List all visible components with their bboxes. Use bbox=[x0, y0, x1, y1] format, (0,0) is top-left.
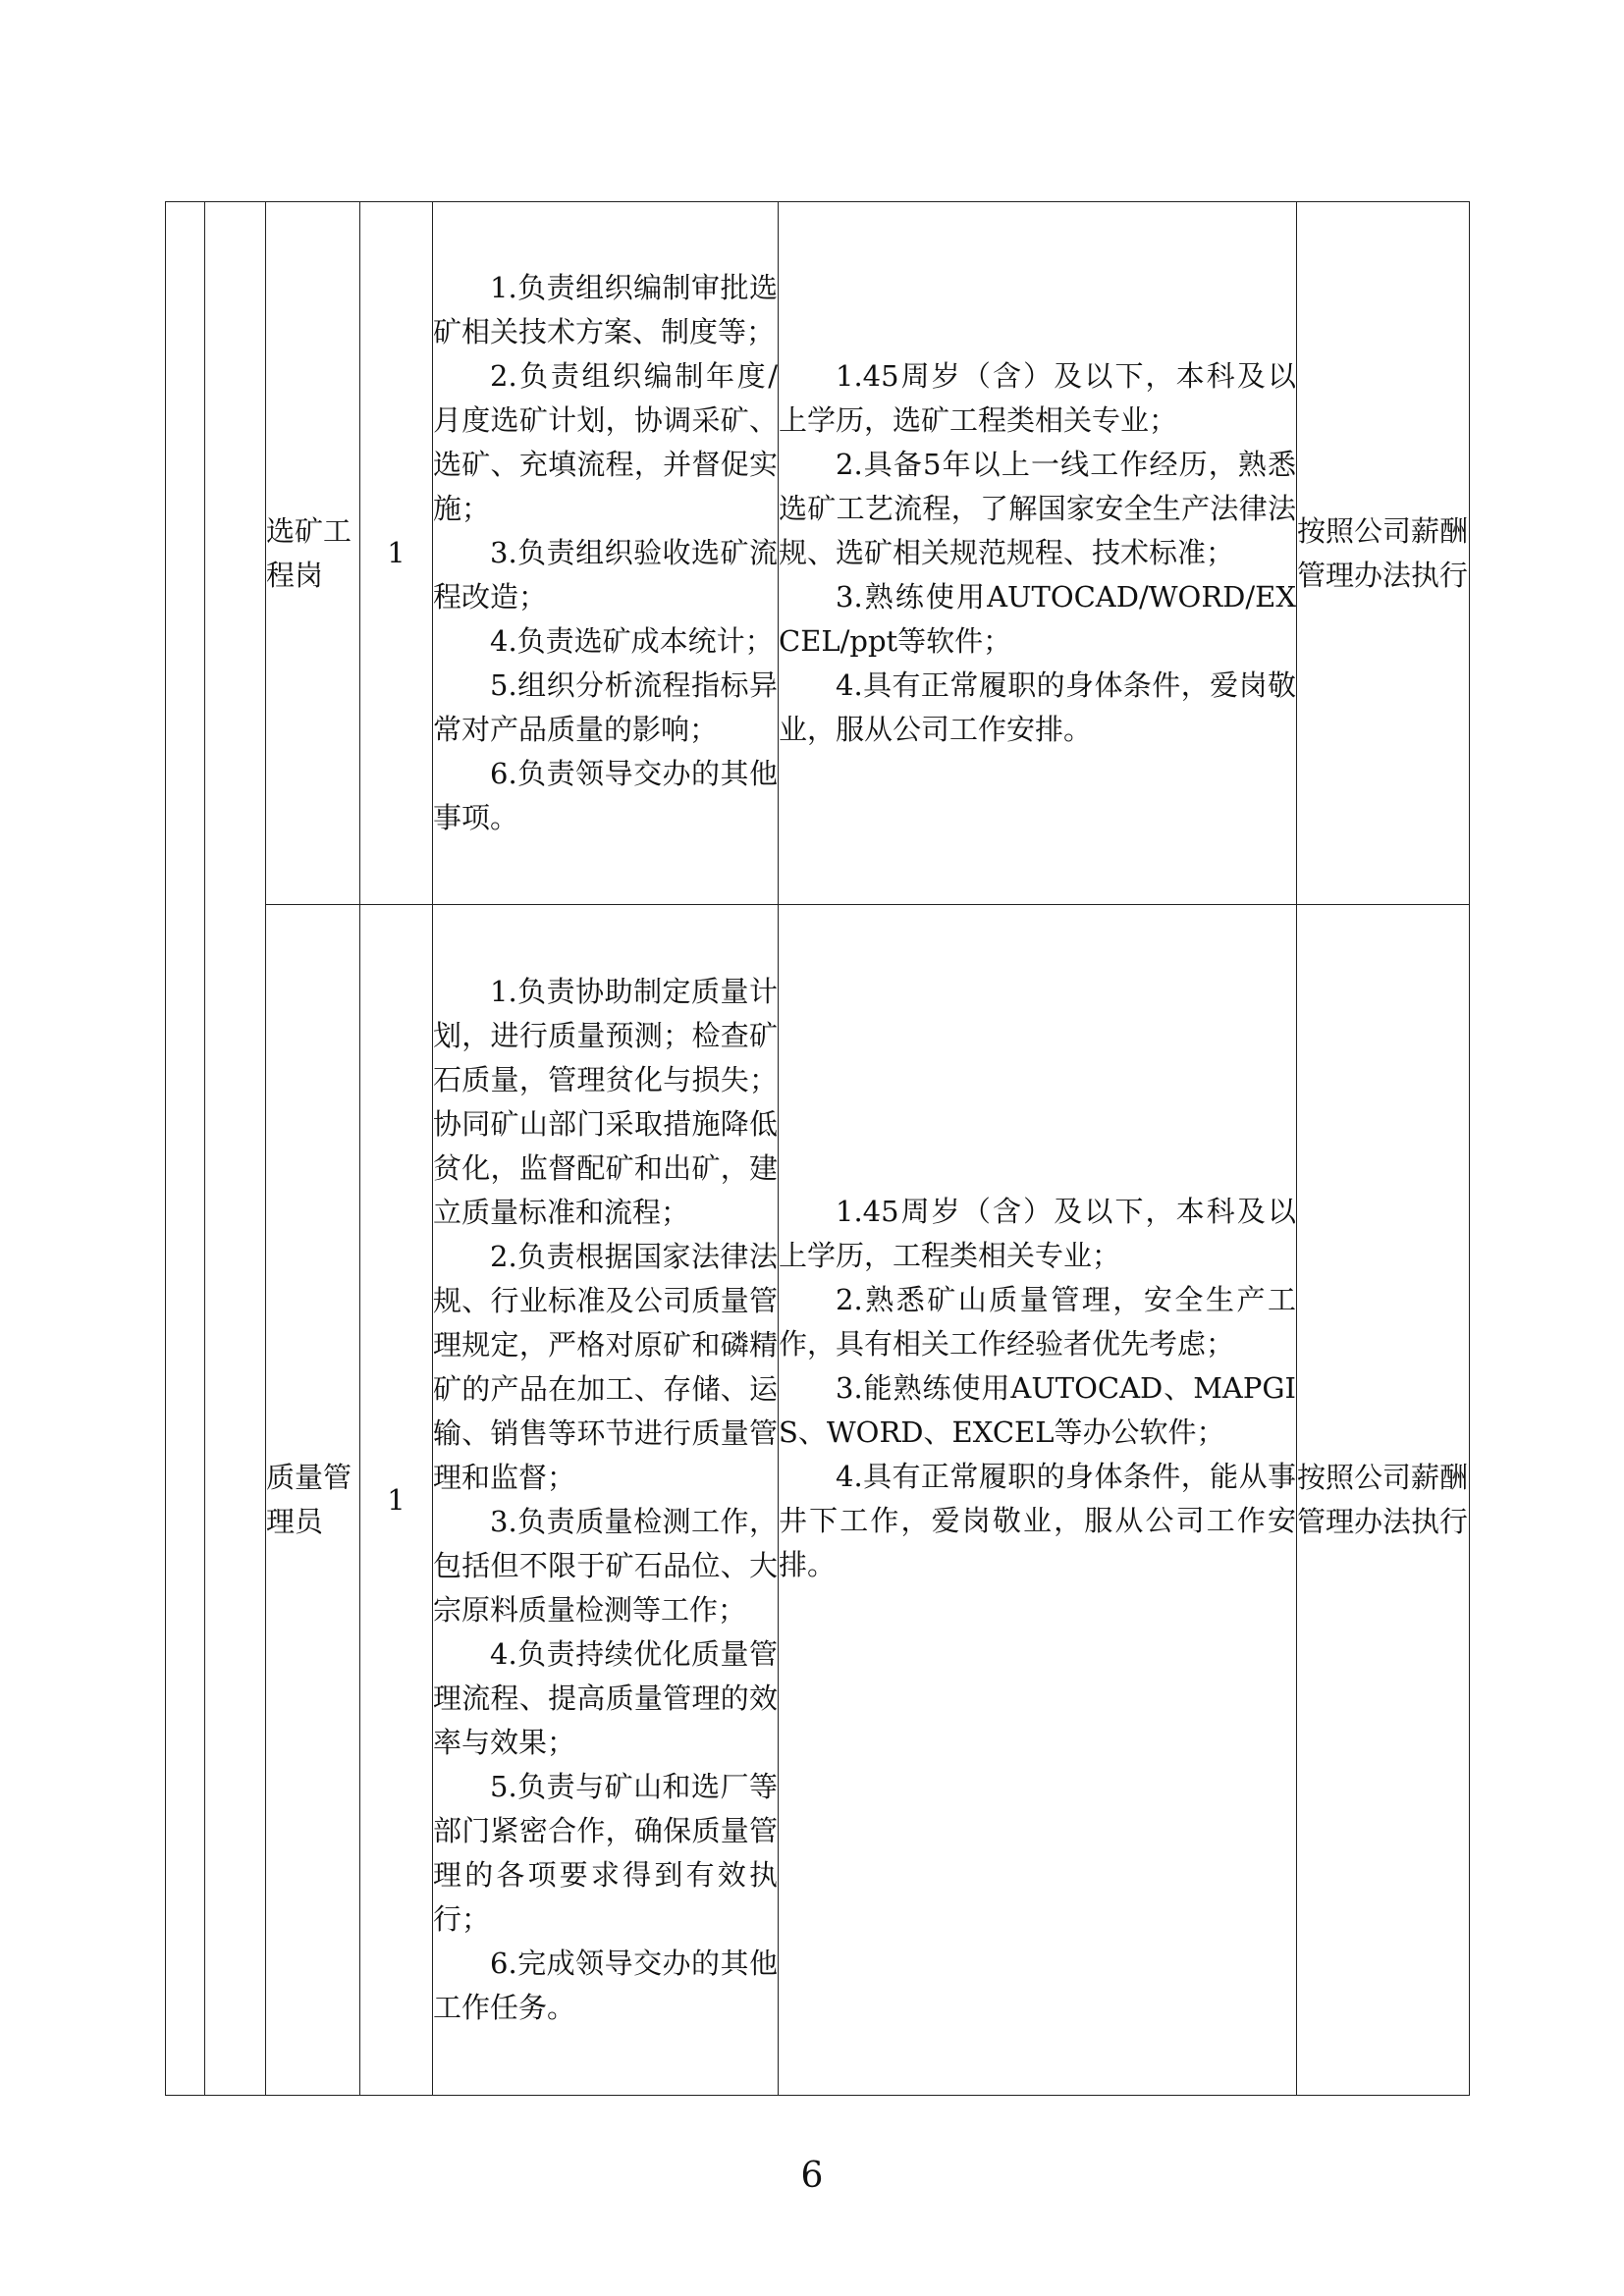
job-requirements-table bbox=[165, 201, 1470, 2096]
duties-cell bbox=[433, 905, 779, 2096]
duties-cell bbox=[433, 202, 779, 905]
position-name-cell: 选矿工程岗 bbox=[266, 202, 360, 905]
requirement-item: 2.具备5年以上一线工作经历，熟悉选矿工艺流程，了解国家安全生产法律法规、选矿相关规范规程、技术标准； bbox=[779, 448, 1296, 569]
duty-item: 2.负责组织编制年度/月度选矿计划，协调采矿、选矿、充填流程，并督促实施； bbox=[433, 359, 778, 525]
requirement-item: 1.45周岁（含）及以下，本科及以上学历，选矿工程类相关专业； bbox=[779, 359, 1296, 437]
headcount-cell: 1 bbox=[360, 905, 433, 2096]
requirement-item: 4.具有正常履职的身体条件，能从事井下工作，爱岗敬业，服从公司工作安排。 bbox=[779, 1460, 1296, 1581]
requirement-item: 3.能熟练使用AUTOCAD、MAPGIS、WORD、EXCEL等办公软件； bbox=[779, 1371, 1296, 1449]
salary-cell: 按照公司薪酬管理办法执行 bbox=[1297, 202, 1470, 905]
duty-item: 6.负责领导交办的其他事项。 bbox=[433, 757, 778, 834]
position-name-cell: 质量管理员 bbox=[266, 905, 360, 2096]
requirements-cell bbox=[779, 905, 1297, 2096]
duty-item: 1.负责协助制定质量计划，进行质量预测；检查矿石质量，管理贫化与损失；协同矿山部门采取措施降低贫化，监督配矿和出矿，建立质量标准和流程； bbox=[433, 975, 778, 1229]
salary-cell: 按照公司薪酬管理办法执行 bbox=[1297, 905, 1470, 2096]
duty-item: 5.负责与矿山和选厂等部门紧密合作，确保质量管理的各项要求得到有效执行； bbox=[433, 1770, 778, 1936]
duty-item: 5.组织分析流程指标异常对产品质量的影响； bbox=[433, 668, 778, 746]
requirement-item: 2.熟悉矿山质量管理，安全生产工作，具有相关工作经验者优先考虑； bbox=[779, 1283, 1296, 1361]
page-number: 6 bbox=[800, 2156, 824, 2196]
duty-item: 6.完成领导交办的其他工作任务。 bbox=[433, 1947, 778, 2024]
duty-item: 3.负责质量检测工作，包括但不限于矿石品位、大宗原料质量检测等工作； bbox=[433, 1505, 778, 1627]
table-row bbox=[166, 202, 1470, 905]
requirement-item: 1.45周岁（含）及以下，本科及以上学历，工程类相关专业； bbox=[779, 1195, 1296, 1272]
duty-item: 4.负责持续优化质量管理流程、提高质量管理的效率与效果； bbox=[433, 1637, 778, 1759]
duty-item: 2.负责根据国家法律法规、行业标准及公司质量管理规定，严格对原矿和磷精矿的产品在加工、存储、运输、销售等环节进行质量管理和监督； bbox=[433, 1240, 778, 1494]
requirements-cell bbox=[779, 202, 1297, 905]
requirement-item: 4.具有正常履职的身体条件，爱岗敬业，服从公司工作安排。 bbox=[779, 668, 1296, 746]
requirement-item: 3.熟练使用AUTOCAD/WORD/EXCEL/ppt等软件； bbox=[779, 580, 1296, 658]
duty-item: 1.负责组织编制审批选矿相关技术方案、制度等； bbox=[433, 271, 778, 348]
duty-item: 4.负责选矿成本统计； bbox=[490, 624, 774, 658]
duty-item: 3.负责组织验收选矿流程改造； bbox=[433, 536, 778, 614]
merged-cell-department bbox=[166, 202, 205, 2096]
table-row bbox=[166, 905, 1470, 2096]
merged-cell-unit bbox=[205, 202, 266, 2096]
headcount-cell: 1 bbox=[360, 202, 433, 905]
